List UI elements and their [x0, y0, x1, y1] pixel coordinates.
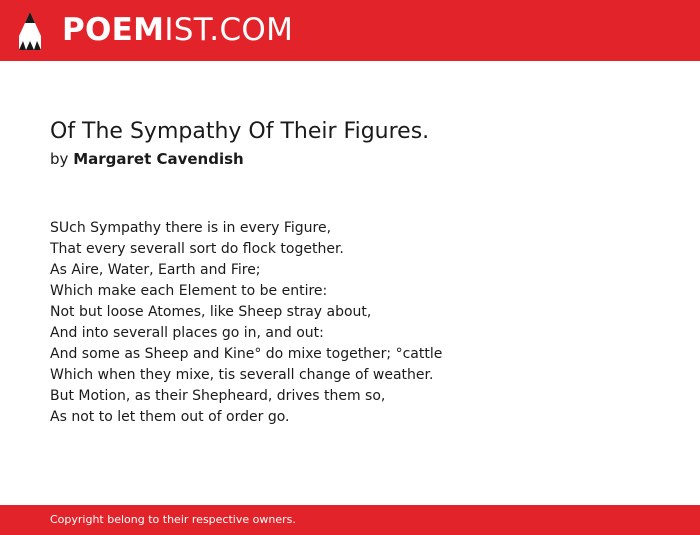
poem-line: And into severall places go in, and out:	[50, 325, 324, 341]
poem-line: As not to let them out of order go.	[50, 409, 290, 425]
poem-line: But Motion, as their Shepheard, drives them so,	[50, 388, 386, 404]
poem-line: Not but loose Atomes, like Sheep stray about,	[50, 304, 372, 320]
author-name: Margaret Cavendish	[73, 150, 244, 168]
poem-byline	[50, 148, 244, 170]
logo-text-bold: POEM	[62, 12, 165, 48]
poem-line: SUch Sympathy there is in every Figure,	[50, 220, 332, 236]
poem-title: Of The Sympathy Of Their Figures.	[50, 119, 430, 144]
site-header	[0, 0, 700, 61]
poem-line: And some as Sheep and Kine° do mixe together; °cattle	[50, 346, 443, 362]
poem-line: Which when they mixe, tis severall change of weather.	[50, 367, 434, 383]
poem-line: As Aire, Water, Earth and Fire;	[50, 262, 261, 278]
poem-body	[50, 218, 670, 428]
pencil-tip-icon[interactable]	[17, 11, 43, 51]
copyright-notice: Copyright belong to their respective owners.	[50, 513, 296, 526]
poem-line: That every severall sort do flock together.	[50, 241, 344, 257]
logo-text-light: IST.COM	[164, 12, 294, 48]
by-label: by	[50, 150, 69, 168]
poem-line: Which make each Element to be entire:	[50, 283, 328, 299]
site-logo[interactable]	[62, 10, 293, 50]
site-footer	[0, 505, 700, 535]
